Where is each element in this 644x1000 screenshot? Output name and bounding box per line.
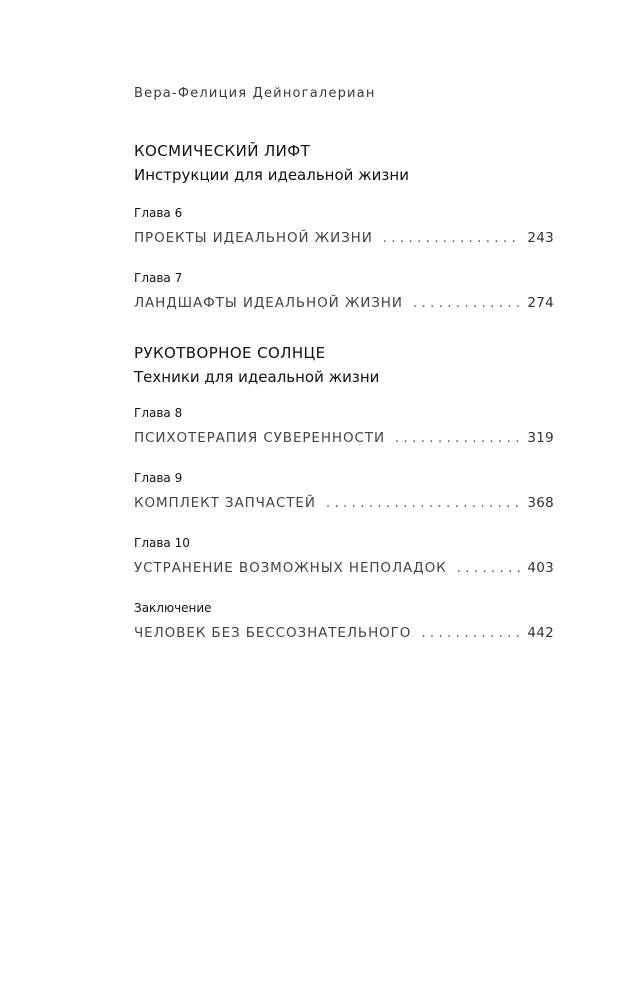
toc-entry-title: ЛАНДШАФТЫ ИДЕАЛЬНОЙ ЖИЗНИ	[134, 295, 403, 311]
toc-entry-title: КОМПЛЕКТ ЗАПЧАСТЕЙ	[134, 495, 316, 511]
part-title: РУКОТВОРНОЕ СОЛНЦЕ	[134, 344, 326, 362]
toc-entry[interactable]	[134, 230, 554, 246]
toc-page-number: 274	[527, 295, 554, 311]
part-title: КОСМИЧЕСКИЙ ЛИФТ	[134, 142, 311, 160]
chapter-label: Заключение	[134, 601, 212, 615]
part-subtitle: Техники для идеальной жизни	[134, 368, 380, 386]
toc-page-number: 442	[527, 625, 554, 641]
dot-leader	[326, 495, 521, 511]
chapter-label: Глава 7	[134, 271, 183, 285]
toc-page-number: 243	[527, 230, 554, 246]
toc-entry[interactable]	[134, 625, 554, 641]
chapter-label: Глава 6	[134, 206, 183, 220]
chapter-label: Глава 10	[134, 536, 190, 550]
toc-page-number: 403	[527, 560, 554, 576]
toc-entry[interactable]	[134, 495, 554, 511]
toc-entry[interactable]	[134, 295, 554, 311]
toc-entry[interactable]	[134, 560, 554, 576]
chapter-label: Глава 8	[134, 406, 183, 420]
chapter-label: Глава 9	[134, 471, 183, 485]
dot-leader	[383, 230, 522, 246]
toc-page-number: 368	[527, 495, 554, 511]
toc-entry-title: ПРОЕКТЫ ИДЕАЛЬНОЙ ЖИЗНИ	[134, 230, 373, 246]
part-subtitle: Инструкции для идеальной жизни	[134, 166, 409, 184]
dot-leader	[421, 625, 521, 641]
toc-entry-title: УСТРАНЕНИЕ ВОЗМОЖНЫХ НЕПОЛАДОК	[134, 560, 447, 576]
toc-entry-title: ЧЕЛОВЕК БЕЗ БЕССОЗНАТЕЛЬНОГО	[134, 625, 412, 641]
toc-page-number: 319	[527, 430, 554, 446]
dot-leader	[395, 430, 521, 446]
toc-entry[interactable]	[134, 430, 554, 446]
dot-leader	[457, 560, 522, 576]
toc-entry-title: ПСИХОТЕРАПИЯ СУВЕРЕННОСТИ	[134, 430, 385, 446]
dot-leader	[413, 295, 521, 311]
author-name: Вера-Фелиция Дейногалериан	[134, 86, 376, 101]
